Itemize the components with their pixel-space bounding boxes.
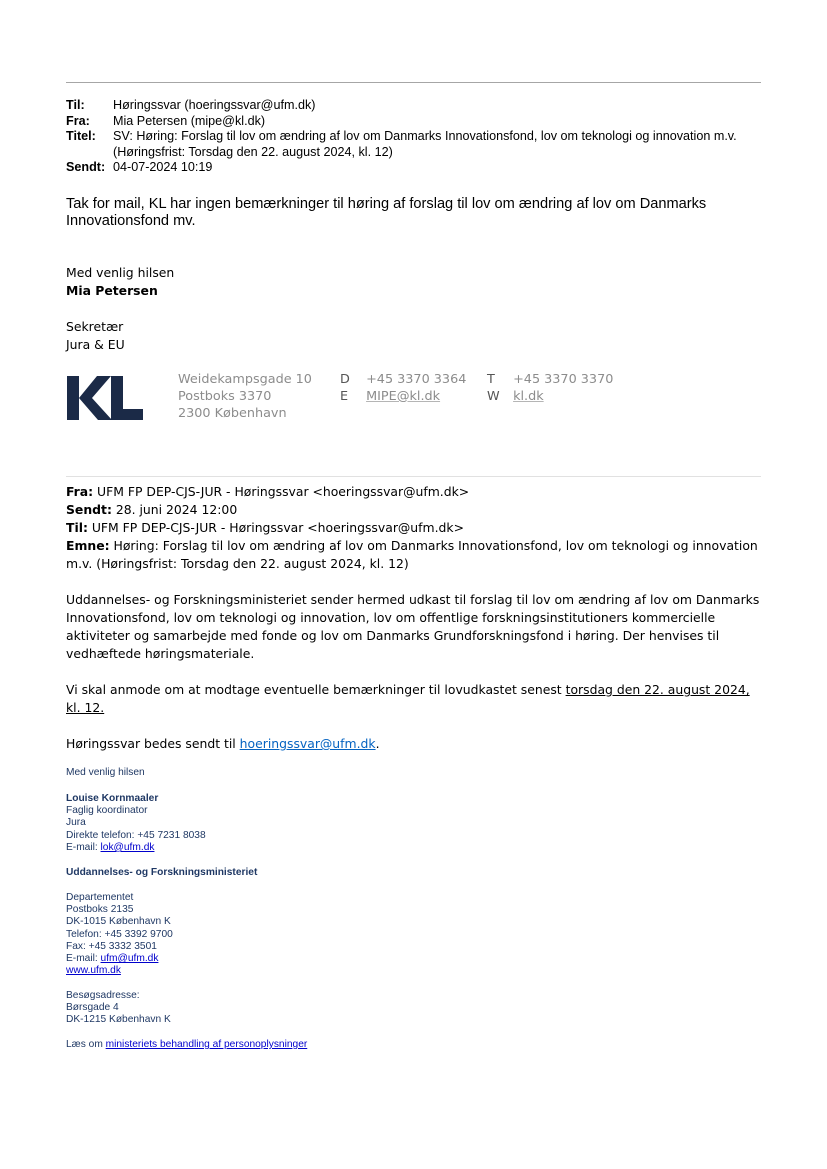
fwd-to-row (66, 519, 766, 537)
ufm-greeting: Med venlig hilsen (66, 767, 145, 778)
fwd-reply-email-link[interactable]: hoeringssvar@ufm.dk (239, 736, 376, 751)
kl-direct-phone: +45 3370 3364 (366, 372, 467, 387)
ufm-dept-email-label: E-mail: (66, 953, 101, 965)
ufm-person-name: Louise Kornmaaler (66, 793, 159, 804)
kl-tel-phone: +45 3370 3370 (513, 372, 614, 387)
ufm-person-unit: Jura (66, 817, 86, 829)
fwd-sent-row (66, 501, 766, 519)
ufm-dept-email-link[interactable]: ufm@ufm.dk (100, 953, 159, 965)
ufm-person-phone: Direkte telefon: +45 7231 8038 (66, 829, 206, 841)
fwd-body-paragraph-3 (66, 735, 766, 753)
ufm-person-email-link[interactable]: lok@ufm.dk (100, 841, 155, 853)
header-title-row (66, 129, 766, 160)
kl-web-label: W (487, 389, 500, 404)
ufm-privacy-link[interactable]: ministeriets behandling af personoplysninger (105, 1039, 308, 1050)
fwd-subject-label: Emne: (66, 538, 110, 553)
fwd-to-label: Til: (66, 520, 88, 535)
kl-address-pobox: Postboks 3370 (178, 389, 272, 404)
ufm-department-block (66, 892, 173, 977)
ufm-person-email-label: E-mail: (66, 841, 101, 853)
ufm-dept-name: Departementet (66, 892, 134, 903)
ufm-visit-block (66, 990, 171, 1027)
forward-divider (66, 476, 761, 477)
ufm-person-block (66, 793, 206, 854)
kl-logo (67, 376, 143, 420)
kl-tel-label: T (487, 372, 495, 387)
header-to-value: Høringssvar (hoeringssvar@ufm.dk) (113, 98, 316, 112)
kl-web-link[interactable]: kl.dk (513, 389, 544, 404)
email-header (66, 98, 766, 176)
ufm-privacy-line (66, 1039, 307, 1051)
fwd-deadline: torsdag den 22. august 2024, kl. 12. (66, 682, 750, 715)
fwd-subject-row (66, 537, 766, 573)
header-from-value: Mia Petersen (mipe@kl.dk) (113, 113, 266, 128)
fwd-reply-prefix: Høringssvar bedes sendt til (66, 736, 240, 751)
fwd-body-paragraph-2 (66, 681, 766, 717)
fwd-from-label: Fra: (66, 484, 94, 499)
kl-direct-label: D (340, 372, 350, 387)
ufm-dept-city: DK-1015 København K (66, 916, 171, 928)
forwarded-message (66, 483, 766, 753)
fwd-from-row (66, 483, 766, 501)
ufm-visit-street: Børsgade 4 (66, 1002, 119, 1014)
kl-sender-role: Sekretær (66, 319, 124, 334)
ufm-visit-city: DK-1215 København K (66, 1014, 171, 1026)
header-sent-label: Sendt: (66, 160, 106, 174)
header-sent-value: 04-07-2024 10:19 (113, 160, 213, 174)
reply-text: Tak for mail, KL har ingen bemærkninger til høring af forslag til lov om ændring af lov om Danmarks Innovationsfond mv. (66, 196, 707, 229)
kl-sender-name: Mia Petersen (66, 283, 158, 298)
top-divider (66, 82, 761, 83)
fwd-from-value: UFM FP DEP-CJS-JUR - Høringssvar <hoeringssvar@ufm.dk> (93, 484, 470, 499)
kl-contact-direct (340, 371, 466, 405)
header-to-row (66, 98, 766, 114)
kl-signature (66, 264, 174, 354)
kl-address (178, 371, 312, 422)
ufm-dept-phone: Telefon: +45 3392 9700 (66, 928, 173, 940)
ufm-ministry-name: Uddannelses- og Forskningsministeriet (66, 867, 258, 878)
kl-email-link[interactable]: MIPE@kl.dk (366, 389, 441, 404)
fwd-reply-suffix: . (375, 736, 380, 751)
kl-address-street: Weidekampsgade 10 (178, 372, 312, 387)
kl-email-label: E (340, 389, 349, 404)
fwd-sent-label: Sendt: (66, 502, 112, 517)
kl-address-city: 2300 København (178, 406, 287, 421)
fwd-deadline-prefix: Vi skal anmode om at modtage eventuelle bemærkninger til lovudkastet senest (66, 682, 566, 697)
kl-contact-general (487, 371, 613, 405)
kl-sender-department: Jura & EU (66, 337, 125, 352)
ufm-visit-label: Besøgsadresse: (66, 990, 140, 1001)
header-sent-row (66, 160, 766, 176)
fwd-to-value: UFM FP DEP-CJS-JUR - Høringssvar <hoeringssvar@ufm.dk> (87, 520, 464, 535)
ufm-person-title: Faglig koordinator (66, 805, 148, 817)
header-from-label: Fra: (66, 113, 90, 128)
ufm-website-link[interactable]: www.ufm.dk (66, 965, 121, 977)
ufm-privacy-prefix: Læs om (66, 1039, 106, 1050)
ufm-dept-fax: Fax: +45 3332 3501 (66, 940, 157, 952)
fwd-subject-value: Høring: Forslag til lov om ændring af lov om Danmarks Innovationsfond, lov om teknologi og innovation m.v. (Høringsfrist: Torsdag den 22. august 2024, kl. 12) (66, 538, 758, 571)
fwd-body-paragraph-1: Uddannelses- og Forskningsministeriet sender hermed udkast til forslag til lov om ændring af lov om Danmarks Innovationsfond, lov om teknologi og innovation, lov om offentlige forskningsinstitutioners kommercielle aktiviteter og samarbejde med fonde og lov om Danmarks Grundforskningsfond i høring. Der henvises til vedhæftede høringsmateriale. (66, 592, 760, 661)
header-to-label: Til: (66, 98, 85, 112)
header-title-value: SV: Høring: Forslag til lov om ændring af lov om Danmarks Innovationsfond, lov om teknologi og innovation m.v. (Høringsfrist: Torsdag den 22. august 2024, kl. 12) (113, 129, 737, 159)
kl-greeting: Med venlig hilsen (66, 265, 175, 280)
header-from-row (66, 114, 766, 130)
ufm-dept-pobox: Postboks 2135 (66, 904, 134, 916)
header-title-label: Titel: (66, 129, 96, 143)
fwd-sent-value: 28. juni 2024 12:00 (111, 502, 238, 517)
